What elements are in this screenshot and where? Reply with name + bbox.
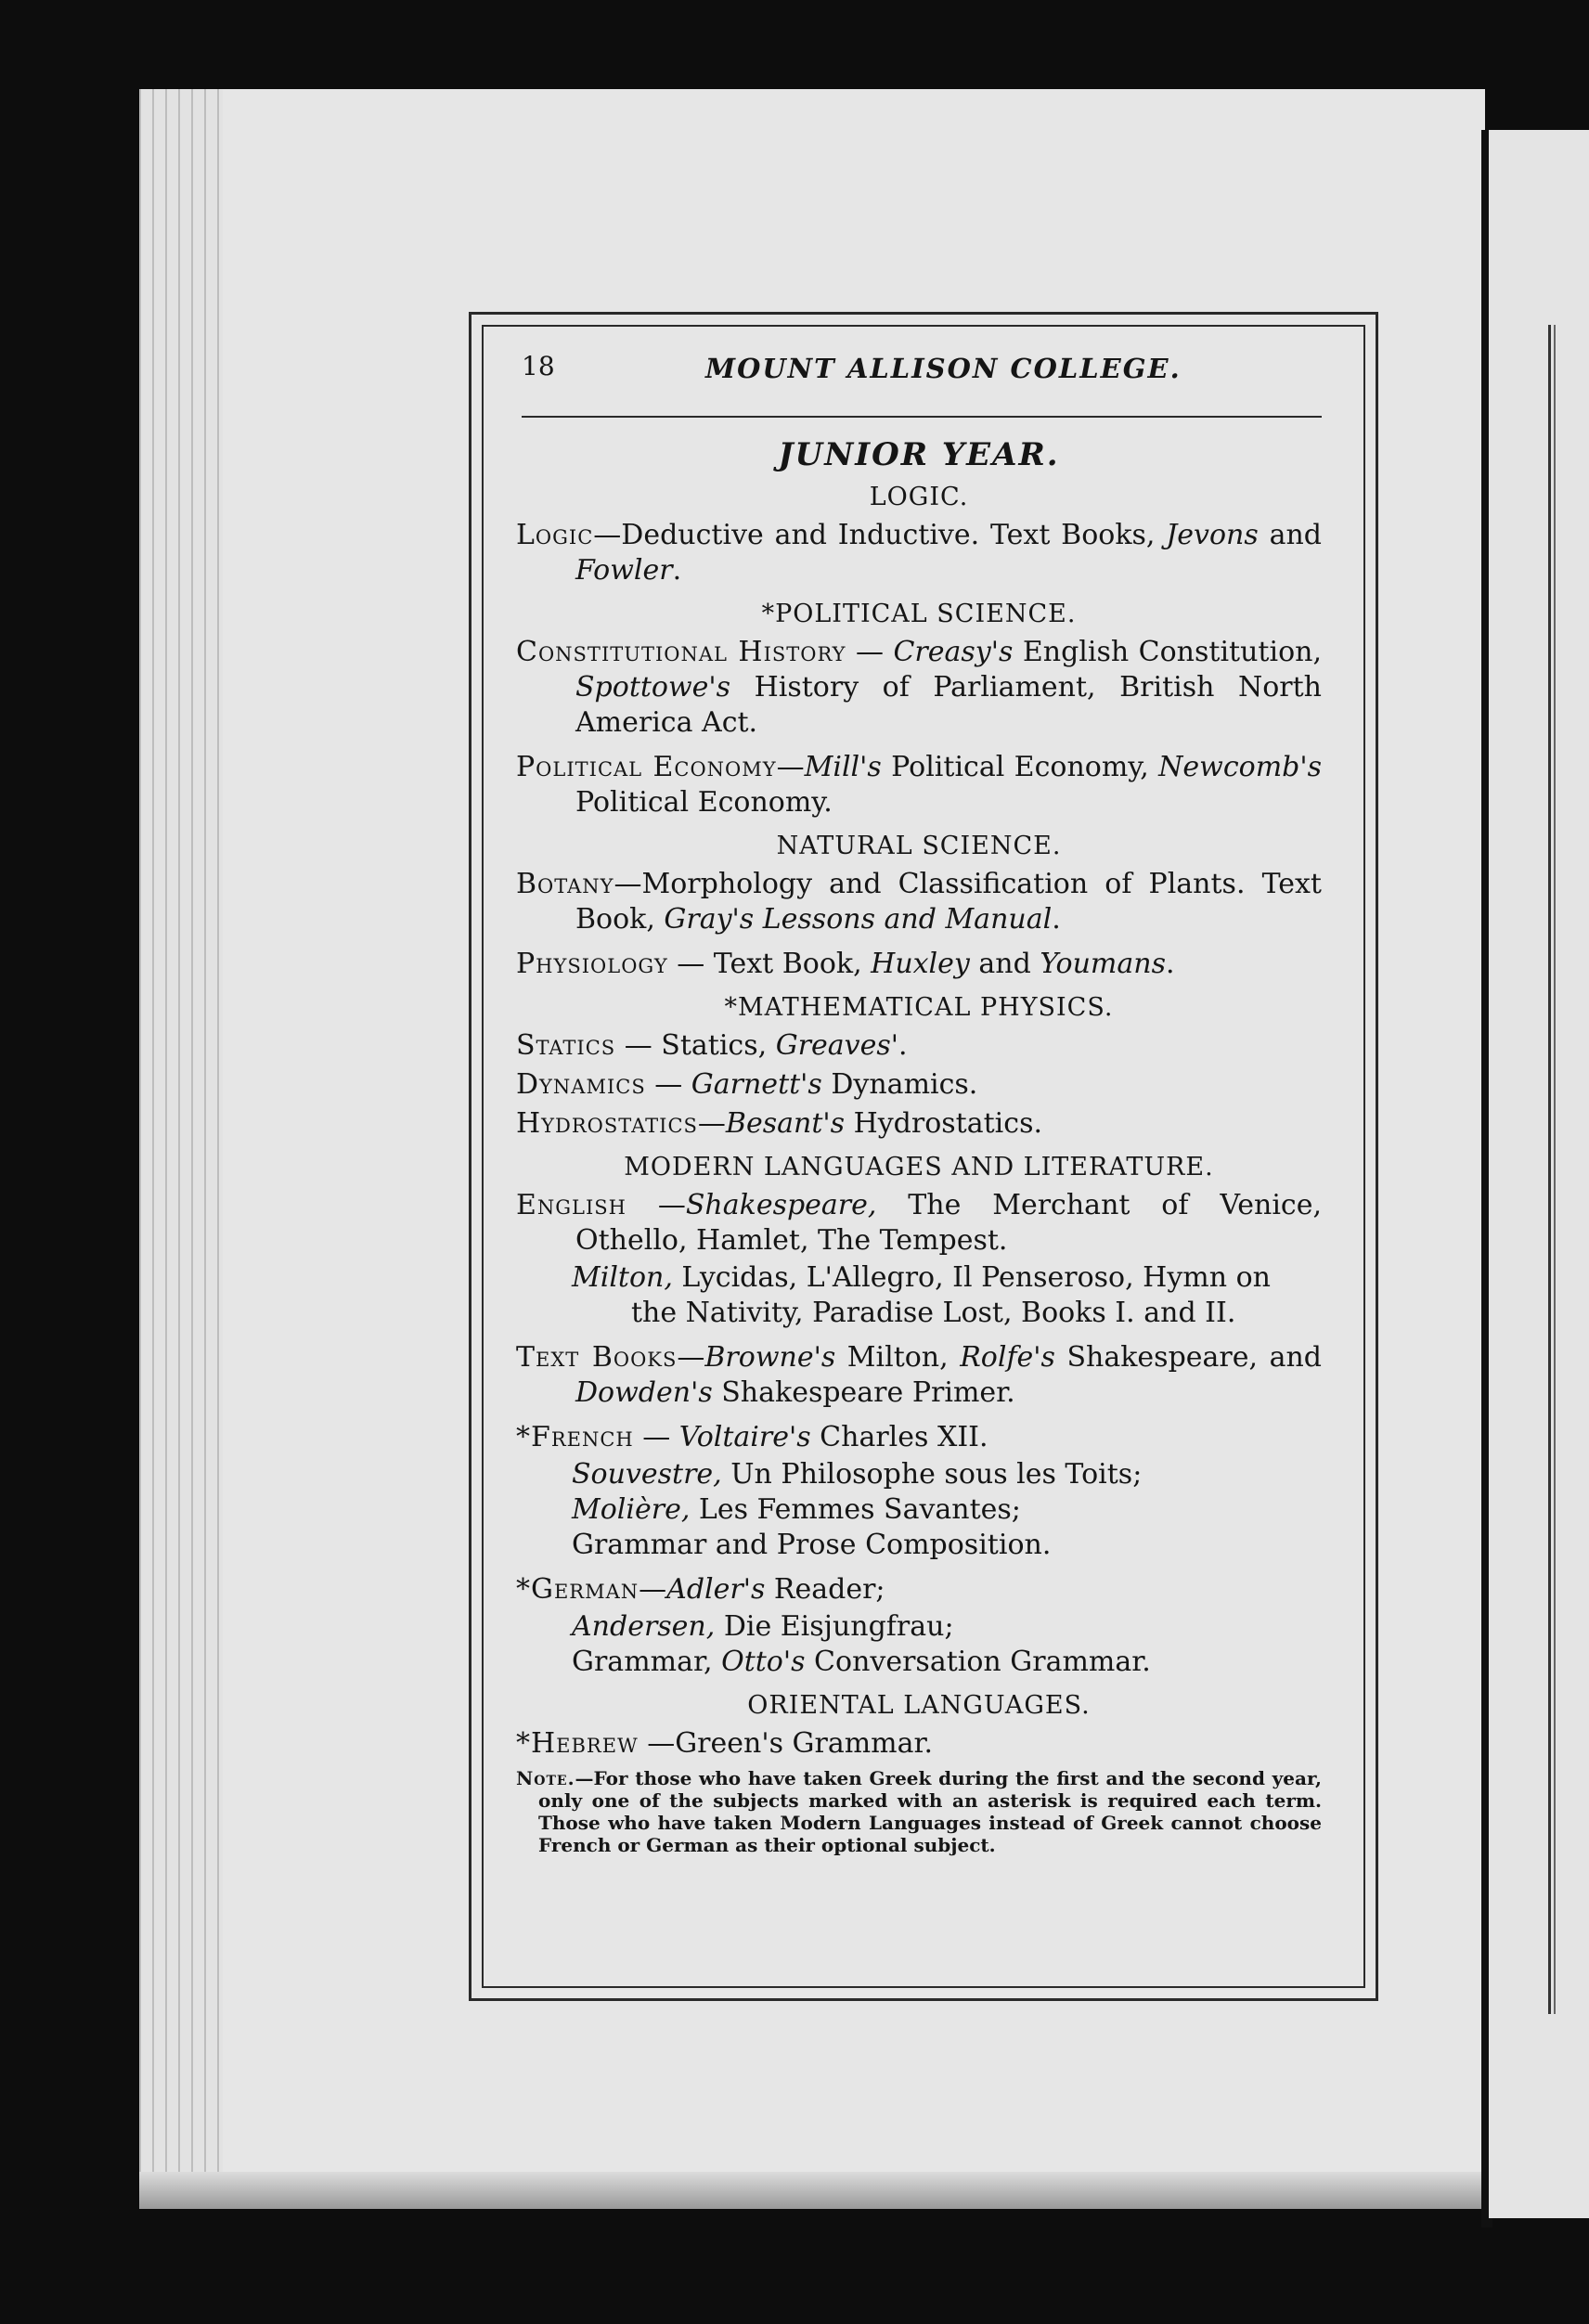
- section-heading-mathematical-physics: *MATHEMATICAL PHYSICS.: [724, 993, 1114, 1022]
- author: Newcomb's: [1158, 751, 1322, 783]
- author: Greaves': [775, 1029, 898, 1062]
- dash: —: [627, 1189, 686, 1221]
- page-content: [516, 434, 1322, 1856]
- section-heading-natural-science: NATURAL SCIENCE.: [776, 832, 1062, 860]
- footnote: [516, 1767, 1322, 1856]
- entry-text: Deductive and Inductive. Text Books,: [621, 519, 1167, 551]
- dash: —: [645, 1068, 691, 1101]
- entry-text: Lycidas, L'Allegro, Il Penseroso, Hymn on the Nativity, Paradise Lost, Books I. and II.: [631, 1261, 1271, 1329]
- dash: —: [614, 868, 642, 900]
- entry-statics: [516, 1028, 1322, 1064]
- author: Mill's: [804, 751, 882, 783]
- entry-head: Dynamics: [516, 1068, 646, 1101]
- author: Browne's: [704, 1341, 836, 1374]
- author: Shakespeare,: [685, 1189, 877, 1221]
- author: Jevons: [1166, 519, 1259, 551]
- note-text: —For those who have taken Greek during the first and the second year, only one of the subjects marked with an asterisk is required each term. Those who have taken Modern Languages instead of Greek cannot choose French or German as their optional subject.: [538, 1767, 1322, 1856]
- entry-text: .: [1052, 903, 1061, 936]
- entry-head: Physiology: [516, 948, 668, 980]
- entry-milton: [516, 1260, 1322, 1331]
- entry-text: Les Femmes Savantes;: [690, 1493, 1021, 1526]
- entry-german-andersen: [516, 1609, 1322, 1645]
- entry-text: Morphology and Classification of Plants. Text Book,: [575, 868, 1322, 936]
- dash: —: [667, 948, 714, 980]
- entry-text: Charles XII.: [810, 1421, 988, 1453]
- entry-text: Conversation Grammar.: [805, 1646, 1151, 1678]
- author: Souvestre,: [572, 1458, 722, 1491]
- entry-head: English: [516, 1189, 627, 1221]
- dash: —: [615, 1029, 662, 1062]
- entry-head: *French: [516, 1421, 634, 1453]
- page-title: JUNIOR YEAR.: [778, 436, 1060, 473]
- entry-text: Political Economy.: [575, 786, 833, 819]
- entry-text: Un Philosophe sous les Toits;: [721, 1458, 1143, 1491]
- author: Fowler: [575, 554, 673, 587]
- entry-text: The Merchant of Venice, Othello, Hamlet, The Tempest.: [575, 1189, 1323, 1257]
- entry-text: Text Book,: [713, 948, 872, 980]
- entry-head: Text Books: [516, 1341, 678, 1374]
- dash: —: [776, 751, 805, 783]
- entry-political-economy: [516, 750, 1322, 820]
- dash: —: [677, 1341, 705, 1374]
- author: Spottowe's: [575, 671, 731, 704]
- entry-logic: [516, 518, 1322, 588]
- entry-head: Hydrostatics: [516, 1107, 698, 1140]
- entry-head: Botany: [516, 868, 614, 900]
- entry-head: Logic: [516, 519, 594, 551]
- dash: —: [593, 519, 622, 551]
- entry-text: Grammar and Prose Composition.: [572, 1529, 1052, 1561]
- page-bottom-shadow: [139, 2172, 1485, 2209]
- entry-text: Shakespeare Primer.: [712, 1376, 1015, 1409]
- entry-head: *German: [516, 1573, 639, 1606]
- page-number: 18: [522, 351, 555, 381]
- entry-constitutional-history: [516, 635, 1322, 741]
- section-heading-political-science: *POLITICAL SCIENCE.: [761, 600, 1077, 628]
- author: Milton,: [572, 1261, 673, 1294]
- entry-text: and: [969, 948, 1040, 980]
- entry-botany: [516, 867, 1322, 937]
- entry-text: Shakespeare, and: [1054, 1341, 1322, 1374]
- entry-text: and: [1258, 519, 1322, 551]
- author: Andersen,: [572, 1610, 716, 1643]
- entry-german: [516, 1572, 1322, 1607]
- entry-text: Political Economy,: [881, 751, 1159, 783]
- header-rule: [522, 416, 1322, 418]
- facing-page-frame-rule: [1548, 325, 1551, 2014]
- running-title: MOUNT ALLISON COLLEGE.: [705, 353, 1182, 384]
- section-heading-logic: LOGIC.: [869, 483, 969, 511]
- facing-page: [1489, 130, 1589, 2218]
- author: Gray's Lessons and Manual: [664, 903, 1053, 936]
- entry-text: Milton,: [835, 1341, 961, 1374]
- section-heading-oriental-languages: ORIENTAL LANGUAGES.: [747, 1691, 1091, 1720]
- entry-text: .: [898, 1029, 908, 1062]
- entry-french-souvestre: [516, 1457, 1322, 1492]
- entry-head: Political Economy: [516, 751, 777, 783]
- entry-text: Grammar,: [572, 1646, 722, 1678]
- entry-text: Reader;: [765, 1573, 885, 1606]
- author: Youmans: [1040, 948, 1166, 980]
- entry-text: Green's Grammar.: [675, 1727, 934, 1760]
- entry-german-grammar: [516, 1645, 1322, 1680]
- entry-text: Die Eisjungfrau;: [715, 1610, 954, 1643]
- author: Dowden's: [575, 1376, 713, 1409]
- dash: —: [633, 1421, 679, 1453]
- entry-text-books: [516, 1340, 1322, 1411]
- author: Adler's: [666, 1573, 766, 1606]
- author: Besant's: [725, 1107, 846, 1140]
- entry-text: Dynamics.: [821, 1068, 978, 1101]
- entry-text: .: [672, 554, 682, 587]
- author: Rolfe's: [960, 1341, 1055, 1374]
- author: Molière,: [572, 1493, 691, 1526]
- dash: —: [846, 636, 894, 668]
- author: Huxley: [871, 948, 970, 980]
- author: Creasy's: [893, 636, 1014, 668]
- entry-text: Statics,: [661, 1029, 776, 1062]
- entry-text: .: [1165, 948, 1175, 980]
- entry-physiology: [516, 947, 1322, 982]
- entry-text: English Constitution,: [1013, 636, 1322, 668]
- entry-head: *Hebrew: [516, 1727, 639, 1760]
- entry-text: Hydrostatics.: [845, 1107, 1043, 1140]
- entry-text: History of Parliament, British North America Act.: [575, 671, 1322, 739]
- entry-french-grammar: [516, 1528, 1322, 1563]
- author: Voltaire's: [678, 1421, 811, 1453]
- entry-french: [516, 1420, 1322, 1455]
- dash: —: [639, 1573, 667, 1606]
- dash: —: [638, 1727, 676, 1760]
- facing-page-frame-rule: [1554, 325, 1556, 2014]
- entry-dynamics: [516, 1067, 1322, 1103]
- entry-french-moliere: [516, 1492, 1322, 1528]
- author: Otto's: [721, 1646, 806, 1678]
- entry-hebrew: [516, 1726, 1322, 1762]
- dash: —: [697, 1107, 726, 1140]
- entry-head: Statics: [516, 1029, 616, 1062]
- section-heading-modern-languages: MODERN LANGUAGES AND LITERATURE.: [624, 1153, 1214, 1181]
- entry-hydrostatics: [516, 1106, 1322, 1142]
- entry-english: [516, 1188, 1322, 1259]
- entry-head: Constitutional History: [516, 636, 846, 668]
- author: Garnett's: [691, 1068, 822, 1101]
- note-head: Note.: [516, 1767, 575, 1789]
- book-page-edges: [139, 89, 223, 2205]
